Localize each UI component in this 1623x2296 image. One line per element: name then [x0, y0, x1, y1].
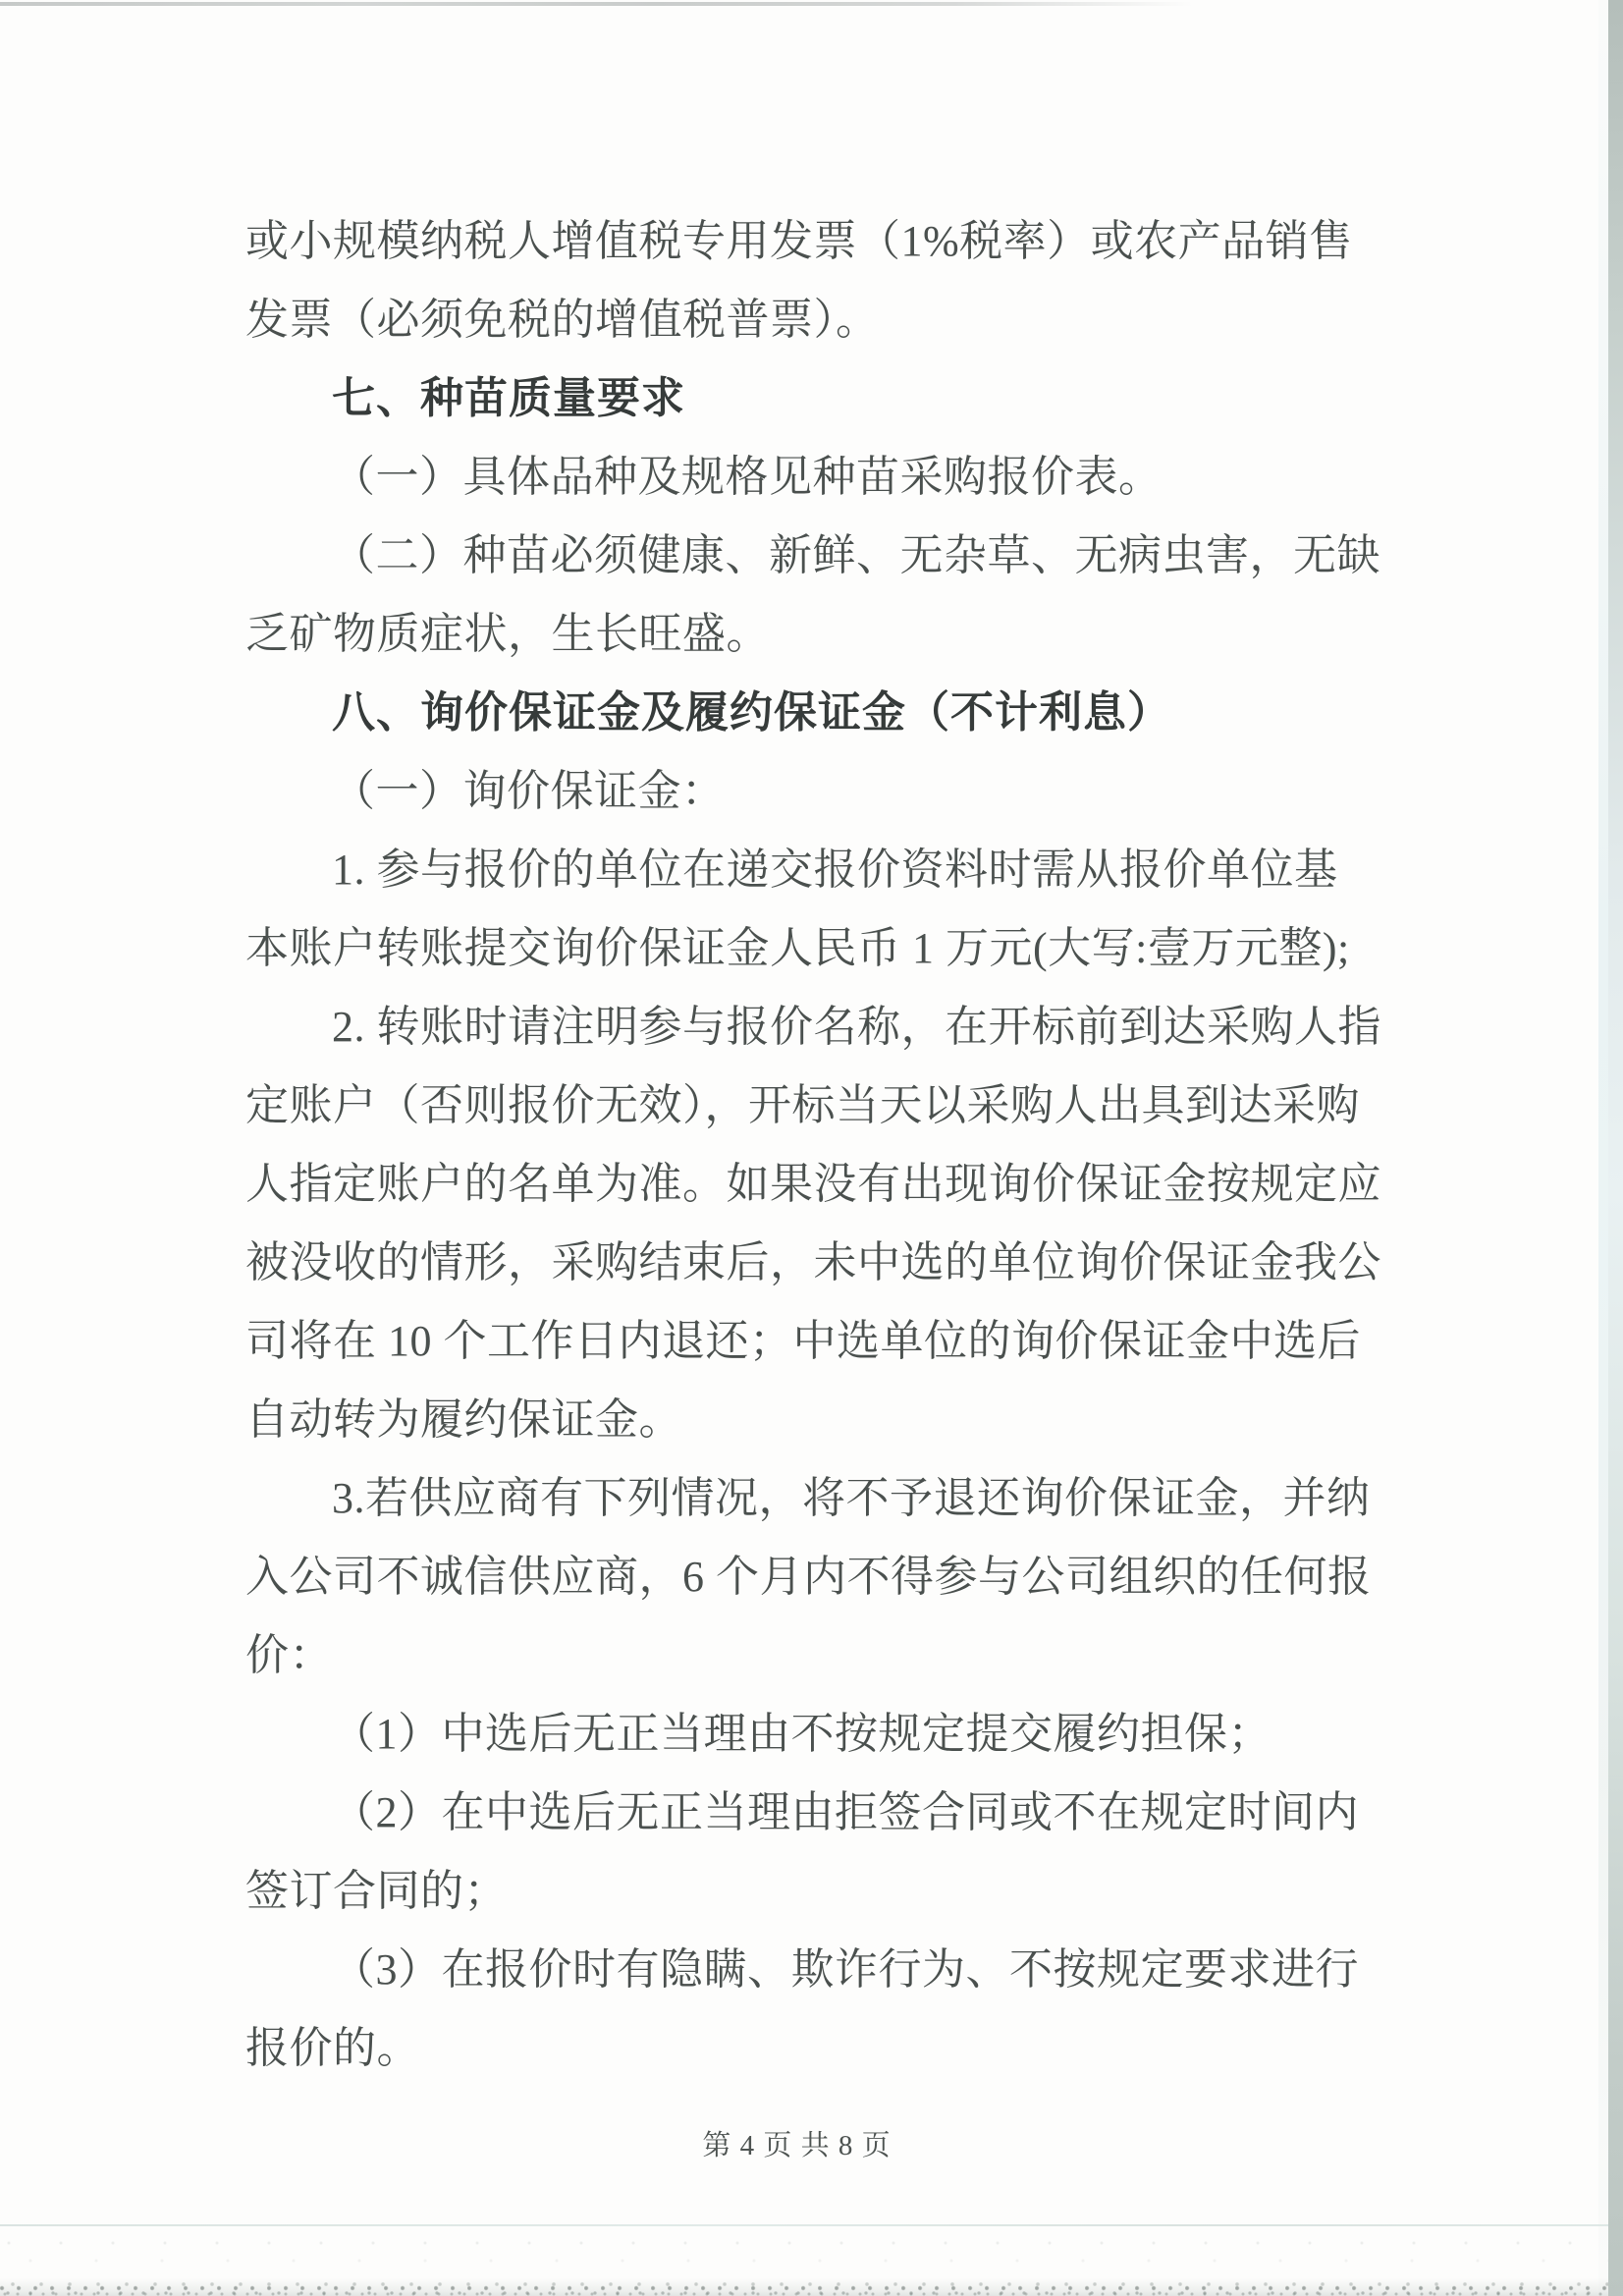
- text-line: （一）询价保证金：: [332, 767, 726, 815]
- text-line: 价：: [245, 1631, 333, 1679]
- text-line: （二）种苗必须健康、新鲜、无杂草、无病虫害，无缺: [332, 531, 1380, 579]
- text-line: 2. 转账时请注明参与报价名称，在开标前到达采购人指: [332, 1003, 1381, 1051]
- scan-artifact-bottom-speckle-light: [0, 2231, 1608, 2278]
- scan-artifact-bottom-rule: [0, 2224, 1608, 2226]
- section-heading-7: 七、种苗质量要求: [332, 374, 685, 422]
- scan-artifact-right-edge-band: [1608, 0, 1623, 2296]
- scan-artifact-bottom-speckle-band: [0, 2278, 1608, 2296]
- text-line: 被没收的情形，采购结束后，未中选的单位询价保证金我公: [245, 1238, 1381, 1286]
- scan-artifact-top-streak: [0, 2, 1193, 6]
- page-number-footer: 第 4 页 共 8 页: [702, 2130, 892, 2161]
- text-line: 自动转为履约保证金。: [245, 1395, 682, 1444]
- text-line: （2）在中选后无正当理由拒签合同或不在规定时间内: [332, 1788, 1359, 1836]
- text-line: （1）中选后无正当理由不按规定提交履约担保；: [332, 1710, 1271, 1758]
- document-body: [245, 202, 1380, 2088]
- text-line: 或小规模纳税人增值税专用发票（1%税率）或农产品销售: [245, 217, 1353, 265]
- text-line: 签订合同的；: [245, 1867, 508, 1915]
- text-line: 人指定账户的名单为准。如果没有出现询价保证金按规定应: [245, 1160, 1381, 1208]
- section-heading-8: 八、询价保证金及履约保证金（不计利息）: [332, 688, 1171, 737]
- text-line: 1. 参与报价的单位在递交报价资料时需从报价单位基: [332, 846, 1338, 894]
- text-line: 入公司不诚信供应商，6 个月内不得参与公司组织的任何报: [245, 1553, 1372, 1601]
- text-line: 乏矿物质症状，生长旺盛。: [245, 610, 770, 658]
- text-line: 本账户转账提交询价保证金人民币 1 万元(大写:壹万元整);: [245, 924, 1350, 972]
- text-line: （一）具体品种及规格见种苗采购报价表。: [332, 453, 1163, 501]
- text-line: 发票（必须免税的增值税普票）。: [245, 296, 880, 344]
- text-line: （3）在报价时有隐瞒、欺诈行为、不按规定要求进行: [332, 1945, 1359, 1994]
- text-line: 3.若供应商有下列情况，将不予退还询价保证金，并纳: [332, 1474, 1371, 1522]
- text-line: 司将在 10 个工作日内退还；中选单位的询价保证金中选后: [245, 1317, 1361, 1365]
- text-line: 定账户（否则报价无效），开标当天以采购人出具到达采购: [245, 1081, 1360, 1129]
- scan-artifact-right-edge-highlight: [1598, 0, 1608, 2296]
- text-line: 报价的。: [245, 2024, 420, 2072]
